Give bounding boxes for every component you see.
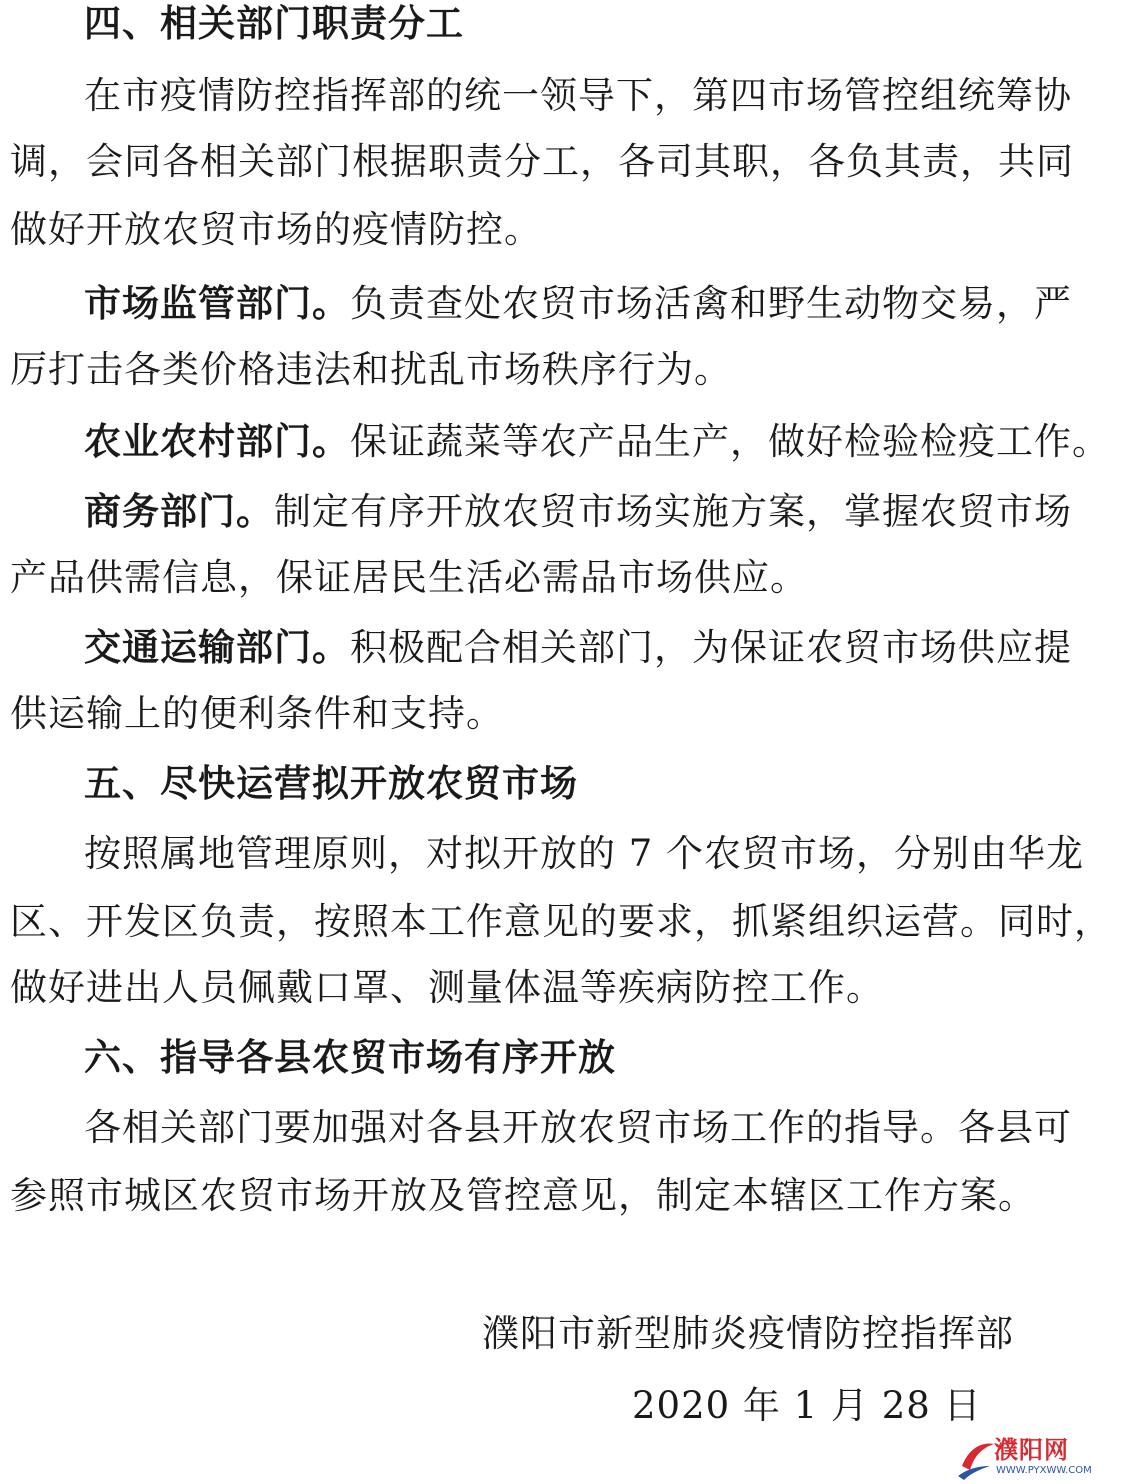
transport-paragraph-line-1 <box>84 626 1072 670</box>
signature-organization: 濮阳市新型肺炎疫情防控指挥部 <box>482 1312 1014 1355</box>
section5-line-3: 做好进出人员佩戴口罩、测量体温等疾病防控工作。 <box>10 966 884 1009</box>
section4-intro-line-2: 调，会同各相关部门根据职责分工，各司其职，各负其责，共同 <box>10 140 1074 183</box>
signature-date: 2020 年 1 月 28 日 <box>632 1384 982 1427</box>
transport-paragraph-line-2: 供运输上的便利条件和支持。 <box>10 692 504 735</box>
commerce-paragraph-line-1 <box>84 490 1072 534</box>
transport-text: 积极配合相关部门，为保证农贸市场供应提 <box>350 626 1072 669</box>
section4-intro-line-3: 做好开放农贸市场的疫情防控。 <box>10 208 542 251</box>
watermark-site-url: WWW.PYXWW.COM <box>996 1465 1092 1476</box>
watermark-site-name: 濮阳网 <box>994 1436 1069 1464</box>
market-supervision-text: 负责查处农贸市场活禽和野生动物交易，严 <box>350 282 1072 325</box>
commerce-text: 制定有序开放农贸市场实施方案，掌握农贸市场 <box>274 490 1072 533</box>
section6-line-1: 各相关部门要加强对各县开放农贸市场工作的指导。各县可 <box>84 1106 1072 1149</box>
section5-heading: 五、尽快运营拟开放农贸市场 <box>84 762 578 805</box>
agriculture-paragraph <box>84 420 1110 464</box>
market-supervision-paragraph-line-1 <box>84 282 1072 326</box>
agriculture-text: 保证蔬菜等农产品生产，做好检验检疫工作。 <box>350 420 1110 463</box>
commerce-label: 商务部门。 <box>84 490 274 533</box>
section6-line-2: 参照市城区农贸市场开放及管控意见，制定本辖区工作方案。 <box>10 1174 1036 1217</box>
transport-label: 交通运输部门。 <box>84 626 350 669</box>
agriculture-label: 农业农村部门。 <box>84 420 350 463</box>
market-supervision-label: 市场监管部门。 <box>84 282 350 325</box>
market-supervision-paragraph-line-2: 厉打击各类价格违法和扰乱市场秩序行为。 <box>10 348 732 391</box>
site-watermark <box>956 1436 1092 1480</box>
section5-line-1: 按照属地管理原则，对拟开放的 7 个农贸市场，分别由华龙 <box>84 832 1085 875</box>
section4-heading: 四、相关部门职责分工 <box>84 2 464 45</box>
commerce-paragraph-line-2: 产品供需信息，保证居民生活必需品市场供应。 <box>10 556 808 599</box>
section6-heading: 六、指导各县农贸市场有序开放 <box>84 1036 616 1079</box>
section5-line-2: 区、开发区负责，按照本工作意见的要求，抓紧组织运营。同时， <box>10 900 1112 943</box>
swoosh-logo-icon <box>956 1436 996 1480</box>
section4-intro-line-1: 在市疫情防控指挥部的统一领导下，第四市场管控组统筹协 <box>84 74 1072 117</box>
